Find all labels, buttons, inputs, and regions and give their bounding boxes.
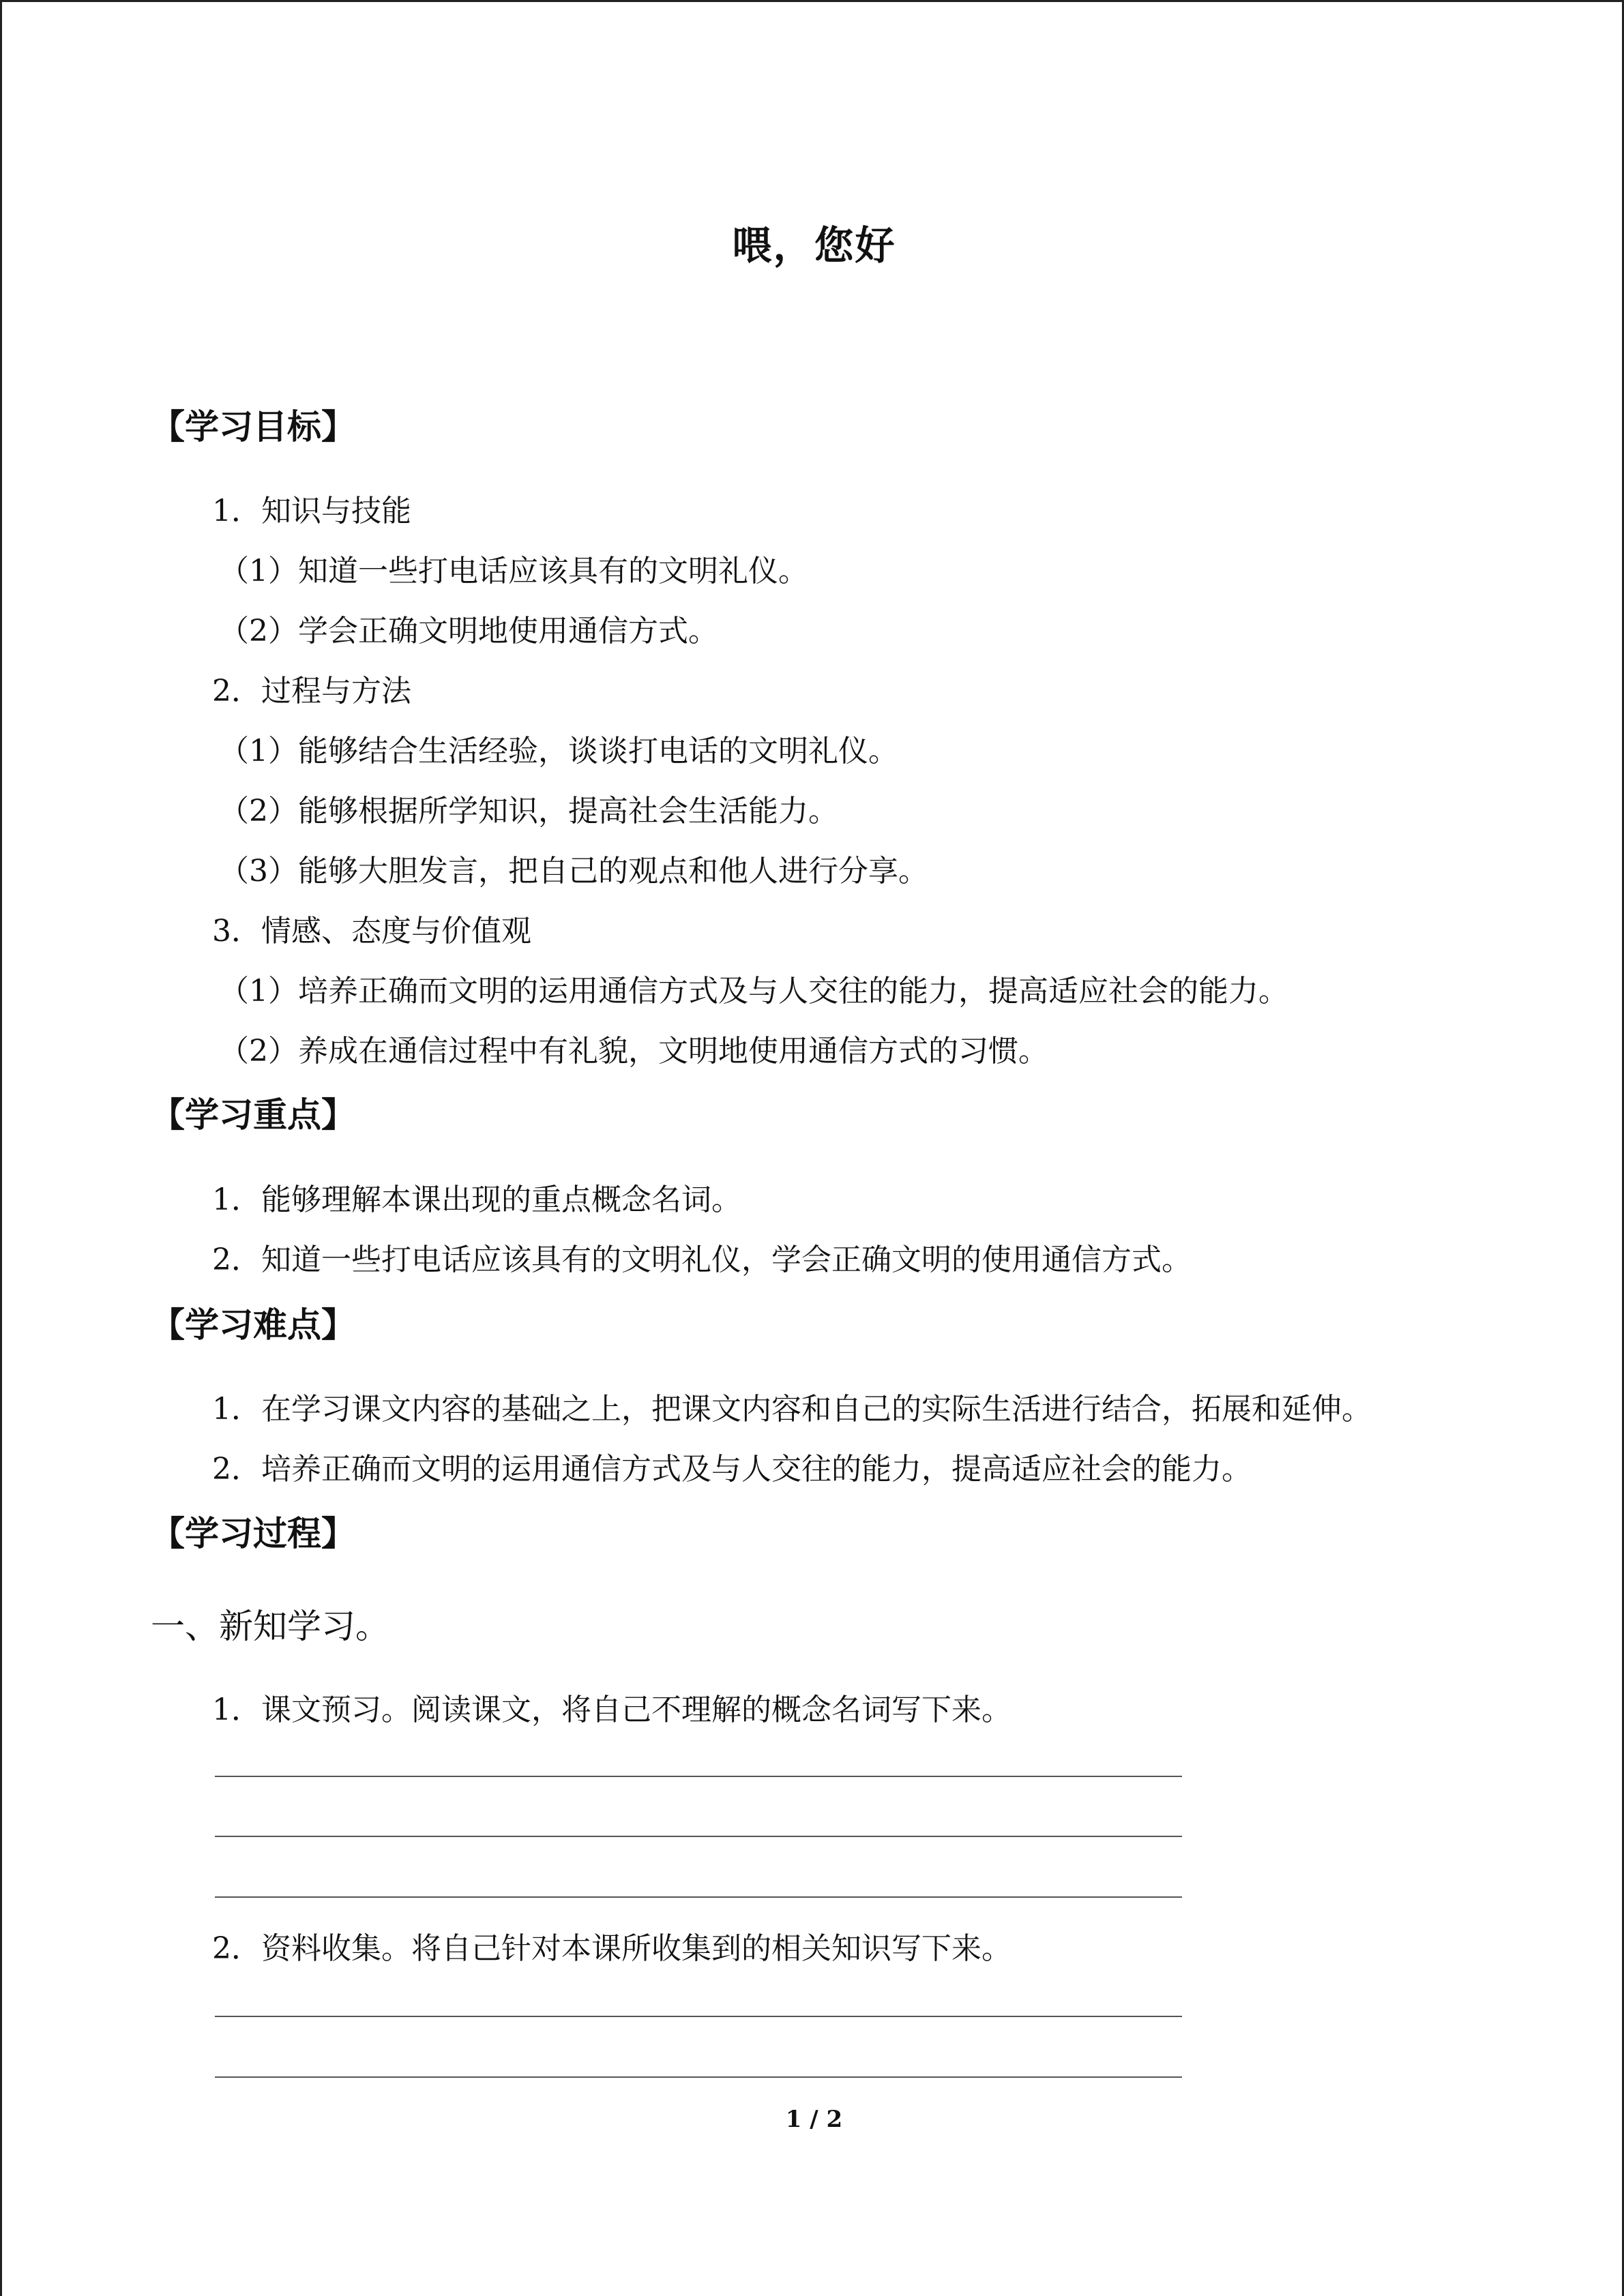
answer-line	[215, 1896, 1182, 1898]
objective-item-2-1: （1）能够结合生活经验，谈谈打电话的文明礼仪。	[219, 734, 898, 769]
answer-line	[215, 2016, 1182, 2017]
difficulty-item-1: 1．在学习课文内容的基础之上，把课文内容和自己的实际生活进行结合，拓展和延伸。	[212, 1392, 1372, 1427]
objective-item-2-3: （3）能够大胆发言，把自己的观点和他人进行分享。	[219, 854, 928, 889]
objective-item-3-1: （1）培养正确而文明的运用通信方式及与人交往的能力，提高适应社会的能力。	[219, 974, 1288, 1009]
objective-item-3-2: （2）养成在通信过程中有礼貌，文明地使用通信方式的习惯。	[219, 1034, 1048, 1069]
answer-line	[215, 1776, 1182, 1777]
objective-item-1: 1．知识与技能	[212, 494, 411, 528]
document-title: 喂，您好	[732, 222, 896, 269]
objective-item-2-2: （2）能够根据所学知识，提高社会生活能力。	[219, 794, 838, 829]
key-point-item-2: 2．知道一些打电话应该具有的文明礼仪，学会正确文明的使用通信方式。	[212, 1242, 1192, 1277]
objective-item-3: 3．情感、态度与价值观	[212, 914, 531, 949]
process-heading: 【学习过程】	[151, 1513, 355, 1553]
key-point-item-1: 1．能够理解本课出现的重点概念名词。	[212, 1182, 741, 1217]
objective-item-1-1: （1）知道一些打电话应该具有的文明礼仪。	[219, 554, 808, 588]
objective-item-1-2: （2）学会正确文明地使用通信方式。	[219, 614, 718, 648]
process-task-1: 1．课文预习。阅读课文，将自己不理解的概念名词写下来。	[212, 1693, 1012, 1727]
page-number: 1 / 2	[785, 2106, 843, 2133]
key-points-heading: 【学习重点】	[151, 1094, 355, 1135]
process-section-1: 一、新知学习。	[151, 1607, 389, 1646]
difficulty-item-2: 2．培养正确而文明的运用通信方式及与人交往的能力，提高适应社会的能力。	[212, 1452, 1252, 1487]
difficulties-heading: 【学习难点】	[151, 1304, 355, 1345]
answer-line	[215, 1836, 1182, 1837]
answer-line	[215, 2076, 1182, 2078]
objectives-heading: 【学习目标】	[151, 406, 355, 447]
process-task-2: 2．资料收集。将自己针对本课所收集到的相关知识写下来。	[212, 1931, 1012, 1966]
objective-item-2: 2．过程与方法	[212, 674, 411, 709]
